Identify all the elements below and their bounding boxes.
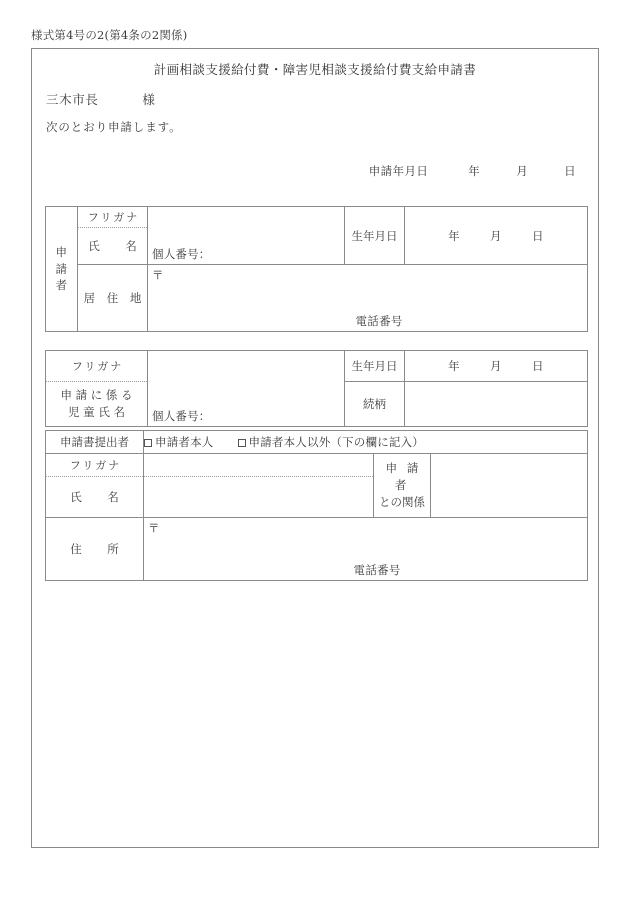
child-relation-label: 続柄: [345, 382, 405, 427]
application-date-day: 日: [564, 164, 576, 178]
submitter-phone-label: 電話番号: [353, 563, 401, 577]
submitter-header-label: 申請書提出者: [46, 431, 144, 454]
child-mynumber-label: 個人番号：: [152, 409, 211, 423]
applicant-name-input[interactable]: [148, 207, 345, 265]
applicant-section-char-1: 申: [55, 244, 68, 259]
table-row: [46, 207, 588, 228]
table-row: [46, 431, 588, 454]
checkbox-icon[interactable]: [238, 439, 246, 447]
applicant-section-char-3: 者: [55, 278, 68, 293]
page-frame: [31, 48, 599, 848]
applicant-birthdate-input[interactable]: [405, 207, 588, 265]
child-name-label: [46, 382, 148, 427]
application-date-month: 月: [516, 164, 529, 178]
option-other-label: 申請者本人以外（下の欄に記入）: [248, 435, 424, 449]
submitter-table: [45, 430, 588, 581]
applicant-section-label: [46, 207, 78, 332]
submitter-options: [144, 431, 588, 454]
child-relation-input[interactable]: [405, 382, 588, 427]
applicant-birth-month: 月: [490, 228, 502, 243]
submitter-address-label: 住 所: [46, 518, 144, 581]
applicant-residence-input[interactable]: [148, 265, 588, 332]
submitter-relation-input[interactable]: [431, 454, 588, 518]
applicant-phone-label: 電話番号: [355, 314, 403, 328]
application-date-line: [369, 163, 576, 179]
child-furigana-label: フリガナ: [46, 351, 148, 382]
applicant-mynumber-label: 個人番号：: [152, 247, 211, 261]
child-birth-month: 月: [490, 359, 502, 373]
applicant-birthdate-label: 生年月日: [345, 207, 405, 265]
applicant-furigana-label: フリガナ: [78, 207, 148, 228]
submitter-name-label: 氏 名: [46, 477, 144, 518]
table-row: [46, 351, 588, 382]
table-row: [46, 518, 588, 581]
applicant-section-char-2: 請: [55, 261, 68, 276]
submitter-furigana-input[interactable]: [144, 454, 374, 477]
applicant-name-label: 氏 名: [78, 228, 148, 265]
child-birthdate-label: 生年月日: [345, 351, 405, 382]
child-table: [45, 350, 588, 427]
form-number: 様式第4号の2(第4条の2関係): [31, 28, 188, 42]
submitter-furigana-label: フリガナ: [46, 454, 144, 477]
option-self[interactable]: [144, 434, 214, 450]
submitter-relation-label: [374, 454, 431, 518]
applicant-birth-day: 日: [531, 228, 544, 243]
intro-sentence: 次のとおり申請します。: [46, 120, 182, 134]
checkbox-icon[interactable]: [144, 439, 152, 447]
option-self-label: 申請者本人: [155, 435, 214, 449]
table-row: [46, 454, 588, 477]
applicant-residence-label: 居 住 地: [78, 265, 148, 332]
addressee-honorific: 様: [142, 92, 156, 107]
submitter-relation-label-line1: 申 請 者: [385, 460, 422, 492]
application-date-year: 年: [468, 164, 481, 178]
child-birth-day: 日: [531, 359, 544, 373]
table-row: [46, 265, 588, 332]
postal-symbol-icon: 〒: [152, 268, 164, 282]
application-date-label: 申請年月日: [368, 164, 429, 178]
child-birthdate-input[interactable]: [405, 351, 588, 382]
applicant-birth-year: 年: [448, 228, 461, 243]
applicant-table: [45, 206, 588, 332]
submitter-relation-label-line2: との関係: [379, 495, 425, 510]
child-name-input[interactable]: [148, 351, 345, 427]
option-other[interactable]: [238, 434, 425, 450]
submitter-address-input[interactable]: [144, 518, 588, 581]
child-birth-year: 年: [448, 359, 461, 373]
child-name-label-line1: 申 請 に 係 る: [60, 388, 133, 403]
page-title: 計画相談支援給付費・障害児相談支援給付費支給申請書: [153, 62, 477, 77]
submitter-name-input[interactable]: [144, 477, 374, 518]
addressee: [46, 90, 156, 108]
addressee-name: 三木市長: [46, 92, 99, 107]
child-name-label-line2: 児 童 氏 名: [68, 405, 125, 419]
postal-symbol-icon: 〒: [148, 521, 160, 535]
